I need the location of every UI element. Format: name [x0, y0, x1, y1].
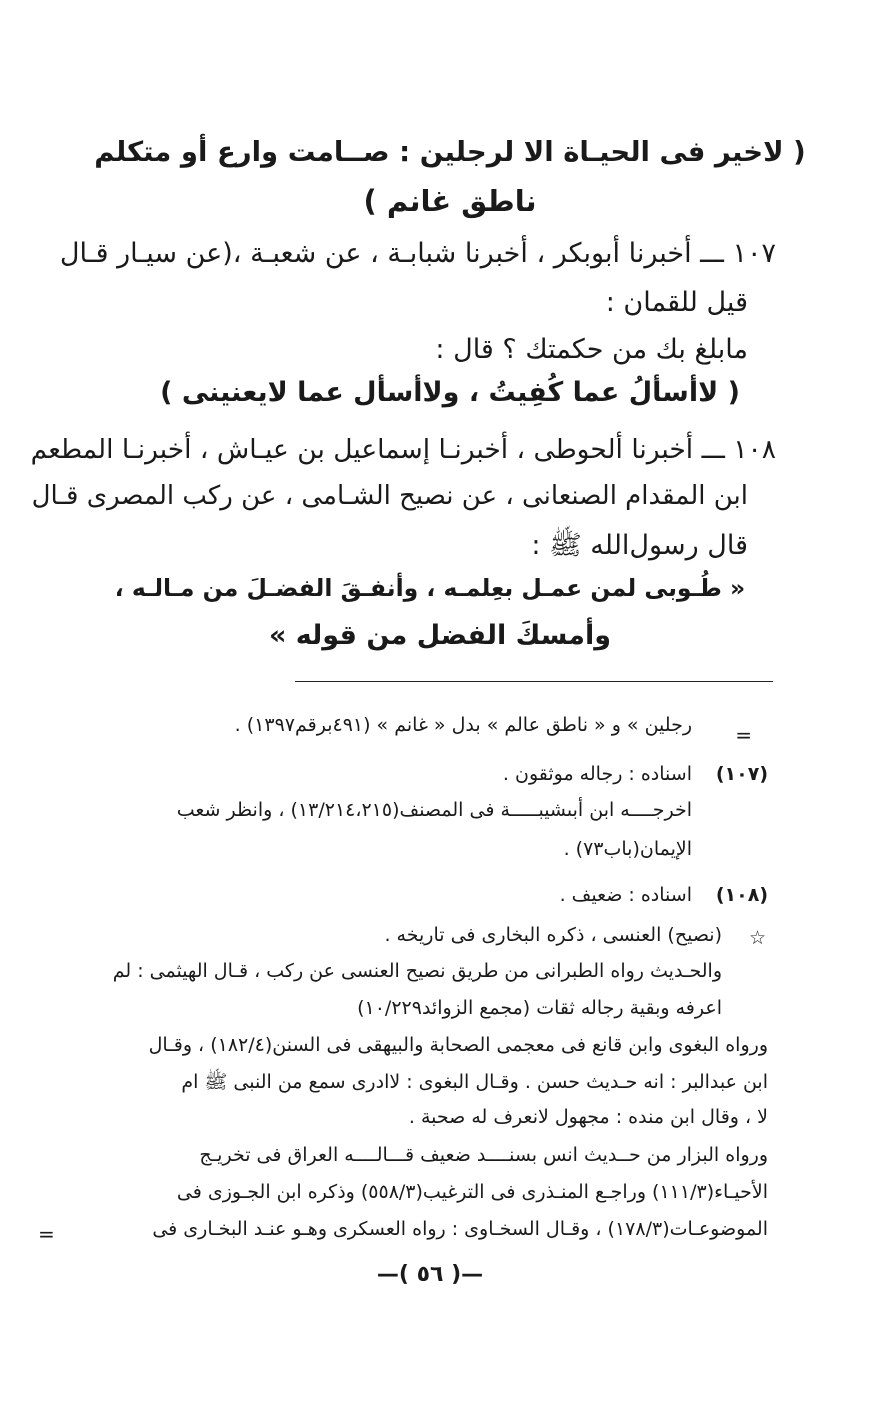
footnote-108-line-10: الموضوعـات(١٧٨/٣) ، وقـال السخـاوى : رواه العسكرى وهـو عنـد البخـارى فى	[152, 1218, 768, 1240]
hadith-107-line-1: ١٠٧ ـــ أخبرنا أبوبكر ، أخبرنا شبابـة ، عن شعبـة ،(عن سيـار قـال	[59, 238, 776, 269]
footnote-107-line-2: اخرجــــه ابن أبىشيبـــــة فى المصنف(١٣/٢١٤،٢١٥) ، وانظر شعب	[176, 799, 692, 821]
footnote-108-line-1: اسناده : ضعيف .	[559, 884, 692, 906]
star-icon: ☆	[748, 927, 766, 949]
footnote-108-line-7: لا ، وقال ابن منده : مجهول لانعرف له صحبة .	[408, 1106, 768, 1128]
footnote-108-line-2: (نصيح) العنسى ، ذكره البخارى فى تاريخه .	[384, 924, 722, 946]
page-number: —( ٥٦ )—	[376, 1262, 484, 1287]
footnote-108-line-9: الأحيـاء(١١١/٣) وراجـع المنـذرى فى الترغيب(٥٥٨/٣) وذكره ابن الجـوزى فى	[176, 1181, 768, 1203]
footnote-continuation: رجلين » و « ناطق عالم » بدل « غانم » (٤٩١برقم١٣٩٧) .	[234, 714, 692, 736]
hadith-108-line-3: قال رسول‌الله ﷺ :	[531, 530, 748, 561]
chapter-heading-line-1: ( لاخير فى الحيـاة الا لرجلين : صــامت وارع أو متكلم	[94, 136, 806, 168]
continuation-end-mark: =	[38, 1222, 55, 1246]
footnote-107-line-3: الإيمان(باب٧٣) .	[563, 838, 692, 860]
hadith-107-quote: ( لاأسألُ عما كُفِيتُ ، ولاأسأل عما لايعنينى )	[160, 377, 740, 408]
hadith-108-line-1: ١٠٨ ـــ أخبرنا ألحوطى ، أخبرنـا إسماعيل بن عيـاش ، أخبرنـا المطعم	[30, 434, 776, 465]
footnote-107-number: (١٠٧)	[715, 763, 768, 785]
hadith-108-quote-line-2: وأمسكَ الفضل من قوله »	[268, 620, 612, 651]
chapter-heading-line-2: ناطق غانم )	[363, 184, 537, 218]
footnote-separator	[295, 681, 773, 682]
footnote-108-line-3: والحـديث رواه الطبرانى من طريق نصيح العنسى عن ركب ، قـال الهيثمى : لم	[112, 960, 722, 982]
footnote-107-line-1: اسناده : رجاله موثقون .	[502, 763, 692, 785]
footnote-108-line-4: اعرفه وبقية رجاله ثقات (مجمع الزوائد١٠/٢٢٩)	[357, 997, 722, 1019]
hadith-108-line-2: ابن المقدام الصنعانى ، عن نصيح الشـامى ، عن ركب المصرى قـال	[31, 481, 748, 511]
hadith-107-line-3: مابلغ بك من حكمتك ؟ قال :	[435, 334, 748, 365]
hadith-108-quote-line-1: « طُـوبى لمن عمـل بعِلمـه ، وأنفـقَ الفضـلَ من مـالـه ،	[114, 574, 746, 602]
footnote-108-line-6: ابن عبدالبر : انه حـديث حسن . وقـال البغوى : لاادرى سمع من النبى ﷺ ام	[181, 1071, 768, 1093]
footnote-108-line-5: ورواه البغوى وابن قانع فى معجمى الصحابة والبيهقى فى السنن(١٨٢/٤) ، وقـال	[148, 1034, 768, 1056]
footnote-108-line-8: ورواه البزار من حــديث انس بسنــــد ضعيف قـــالــــه العراق فى تخريـج	[199, 1144, 768, 1166]
continuation-mark: =	[735, 723, 752, 747]
hadith-107-line-2: قيل للقمان :	[605, 287, 748, 318]
footnote-108-number: (١٠٨)	[715, 884, 768, 906]
